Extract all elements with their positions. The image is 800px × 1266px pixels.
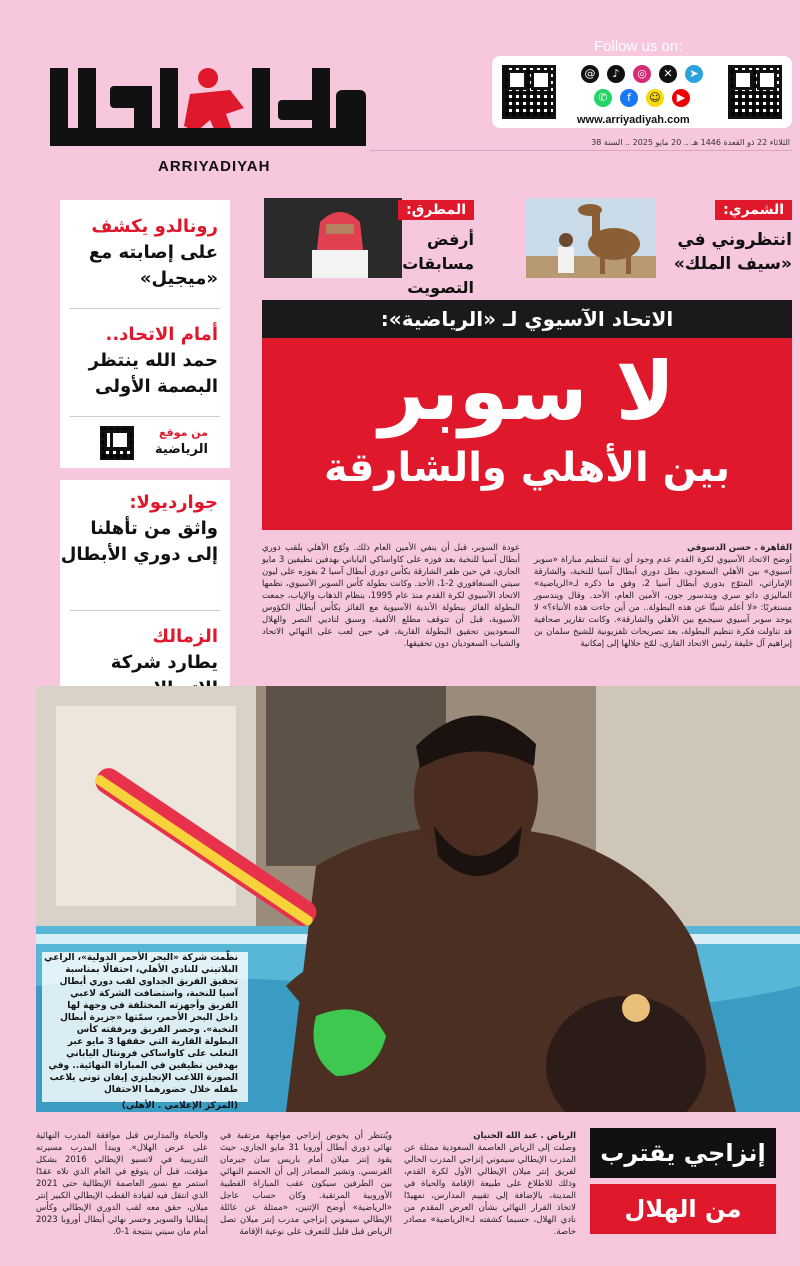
- sidebar-item-head: رونالدو يكشف: [91, 216, 218, 237]
- teaser-tag: المطرق:: [398, 200, 474, 220]
- article-column-right: [534, 542, 792, 650]
- masthead-divider: [370, 150, 792, 151]
- bottom-column-3: والحياة والمدارس قبل موافقة المدرب النهائية على عرض الهلال». ويبدأ المدرب مسيرته التدريبية في لاتسيو الإيطالي 2016 بشكل مؤقت، قبل أن يتوقع في العام الذي تلاه عقدًا استمر مع نسور العاصمة الإيطالية حتى 2021 الذي انتقل فيه لقيادة القطب الإيطالي الكبير إنتر ميلان، حقق معه لقب الدوري الإيطالي وكأس إيطاليا والسوبر وخسر نهائي أبطال أوروبا 2023 أمام مان سيتي بنتيجة 1-0.: [36, 1131, 208, 1237]
- teaser-headline: انتظروني في «سيف الملك»: [673, 230, 792, 274]
- bottom-column-2: ويُنتظر أن يخوض إنزاجي مواجهة مرتقبة في نهائي دوري أبطال أوروبا 31 مايو الجاري، حيث يقود إنتر ميلان أمام باريس سان جيرمان الفرنسي. وتشير المصادر إلى أن الحسم النهائي بين الطرفين سيكون عقب المباراة القطبية الأوروبية المرتقبة. وكان حساب عاجل «الرياضية» أوضح الإثنين، «ممثلة عن عائلة الإيطالي سيموني إنزاجي مدرب إنتر ميلان تصل الرياض قبل قليل للتعرف على نوعية الإقامة: [220, 1131, 392, 1237]
- telegram-icon[interactable]: ➤: [685, 65, 703, 83]
- whatsapp-icon[interactable]: ✆: [594, 89, 612, 107]
- bottom-headline-line-1: إنزاجي يقترب: [590, 1128, 776, 1178]
- follow-us-label: Follow us on:: [594, 38, 683, 55]
- photo-caption: [42, 952, 238, 1112]
- newspaper-logo[interactable]: [30, 50, 380, 160]
- headline-line-1: لا سوبر: [378, 345, 676, 438]
- sidebar-divider: [70, 416, 220, 417]
- teaser-tag: الشمري:: [715, 200, 792, 220]
- sidebar-item-body: واثق من تأهلنا إلى دوري الأبطال: [60, 518, 218, 565]
- sidebar-item-head: أمام الاتحاد..: [105, 324, 218, 345]
- article-column-left: عودة السوبر، قبل أن ينفي الأمين العام ذلك. وتُوّج الأهلي بلقب دوري أبطال آسيا للنخبة بعد فوزه على كاواساكي الياباني بهدفين نظيفين 3 مايو الجاري، في حين ظفر الشارقة بكأس دوري أبطال آسيا 2 بفوزه على ليون سيتي السنغافوري 2-1، الأحد. وكانت بطولة كأس السوبر الآسيوي، نظمها الاتحاد الآسيوي لكرة القدم منذ عام 1995، بنظام الذهاب والإياب، جمعت البطولة الفائز ببطولة الأندية الآسيوية مع الفائز بكأس أبطال الكؤوس الآسيوية، قبل أن تتوقف مطلع الألفية. وسبق لناديي النصر والهلال السعوديين تحقيق البطولة القارية، في حين لعب على النهائي الاتحاد والشباب السعوديان دون تحقيقها.: [262, 543, 520, 649]
- x-icon[interactable]: ✕: [659, 65, 677, 83]
- site-promo[interactable]: [60, 422, 230, 466]
- bottom-article: [36, 1130, 576, 1250]
- sidebar-item-head: جوارديولا:: [129, 492, 218, 513]
- qr-code-icon[interactable]: [728, 65, 782, 119]
- qr-code-icon[interactable]: [100, 426, 134, 460]
- teaser-shamri[interactable]: [526, 198, 792, 290]
- bottom-text-1: وصلت إلى الرياض العاصمة السعودية ممثلة عن المدرب الإيطالي سيموني إنزاجي المدرب الحالي لفريق إنتر ميلان الإيطالي الأول لكرة القدم، وذلك للاطلاع على طبيعة الإقامة والحياة في المدينة، بالإضافة إلى تقييم المدارس، تمهيدًا لاتخاذ القرار النهائي بشأن العرض المقدم من نادي الهلال، حسبما كشفته لـ«الرياضية» مصادر خاصة.: [404, 1143, 576, 1237]
- logo-graphic: [30, 50, 380, 160]
- facebook-icon[interactable]: f: [620, 89, 638, 107]
- qr-code-icon[interactable]: [502, 65, 556, 119]
- bottom-headline-line-2: من الهلال: [590, 1184, 776, 1234]
- dateline: الثلاثاء 22 ذو القعدة 1446 هـ .. 20 مايو 2025 .. السنة 38: [591, 138, 790, 147]
- social-icons: [570, 65, 714, 107]
- site-promo-label: من موقع: [159, 426, 208, 439]
- sidebar-item-ronaldo[interactable]: [60, 214, 230, 292]
- sidebar-divider: [70, 308, 220, 309]
- sidebar-gap: [60, 468, 230, 480]
- bottom-column-1: [404, 1130, 576, 1238]
- main-article: [262, 542, 792, 672]
- teaser-mutraq[interactable]: [262, 198, 474, 297]
- headline-line-2: بين الأهلي والشارقة: [323, 445, 730, 491]
- sidebar-item-body: حمد الله ينتظر البصمة الأولى: [88, 350, 218, 397]
- youtube-icon[interactable]: ▶: [672, 89, 690, 107]
- teaser-photo-camel: [526, 198, 656, 278]
- main-headline[interactable]: [262, 338, 792, 530]
- bottom-byline: الرياض . عبد الله الحنيان: [473, 1131, 576, 1141]
- sidebar-item-head: الزمالك: [152, 626, 218, 647]
- main-kicker: الاتحاد الآسيوي لـ «الرياضية»:: [262, 300, 792, 338]
- masthead: [0, 0, 800, 195]
- article-byline: القاهرة . حسن الدسوقي: [686, 543, 792, 553]
- sidebar: [60, 200, 230, 720]
- site-promo-logo: الرياضية: [155, 442, 208, 457]
- sidebar-item-body: على إصابته مع «ميجيل»: [88, 242, 218, 289]
- teaser-photo-man: [264, 198, 402, 278]
- bottom-headline[interactable]: [590, 1128, 776, 1236]
- tiktok-icon[interactable]: ♪: [607, 65, 625, 83]
- sidebar-item-body: يطارد شركة: [110, 652, 218, 673]
- instagram-icon[interactable]: ◎: [633, 65, 651, 83]
- teaser-headline: أرفض مسابقات التصويت: [402, 230, 474, 297]
- sidebar-item-hamdallah[interactable]: [60, 322, 230, 400]
- website-link[interactable]: www.arriyadiyah.com: [577, 114, 690, 126]
- snapchat-icon[interactable]: ☺: [646, 89, 664, 107]
- threads-icon[interactable]: @: [581, 65, 599, 83]
- sidebar-item-guardiola[interactable]: [60, 490, 230, 568]
- sidebar-divider: [70, 610, 220, 611]
- logo-latin-text: ARRIYADIYAH: [158, 158, 271, 175]
- caption-text: نظّمت شركة «البحر الأحمر الدولية»، الراعي البلاتيني للنادي الأهلي، احتفالًا بمناسبة تحقيق الفريق الجداوي لقب دوري أبطال آسيا للنخبة، واستضافت الشركة لاعبي الفريق وأجهزته المختلفة في وجهة لها داخل البحر الأحمر، سمّتها «جزيرة أبطال النخبة». وحصر الفريق وبرفقته كأس البطولة القارية التي حققها 3 مايو عبر التغلب على كاواساكي فرونتال الياباني بهدفين نظيفين في المباراة النهائية.. وفي الصورة اللاعب الإنجليزي إيفان توني يلاعب طفله خلال حضورهما الاحتفال: [44, 953, 238, 1095]
- caption-credit: (المركز الإعلامي . الأهلي): [121, 1101, 238, 1111]
- article-text: أوضح الاتحاد الآسيوي لكرة القدم عدم وجود أي نية لتنظيم مباراة «سوبر آسيوي» بين الأهلي السعودي، بطل دوري أبطال آسيا للنخبة، والشارقة الإماراتي، المتوّج بدوري أبطال آسيا 2، وفق ما ذكره لـ«الرياضية» المالیزي داتو سري ويندسور جون، الأمين العام، الأحد. وقال ويندسور مستغربًا: «لا أعلم شيئًا عن هذه البطولة.. من أين جاءت هذه الأنباء؟» لا يوجد سوبر آسيوي سيجمع بين الأهلي والشارقة». وكانت تقارير صحافية قد تناولت فكرة تنظيم البطولة، بعد تصريحات تلفزيونية للشيخ سلمان بن إبراهيم آل خليفة رئيس الاتحاد القاري، لمّح خلالها إلى إمكانية: [534, 555, 793, 649]
